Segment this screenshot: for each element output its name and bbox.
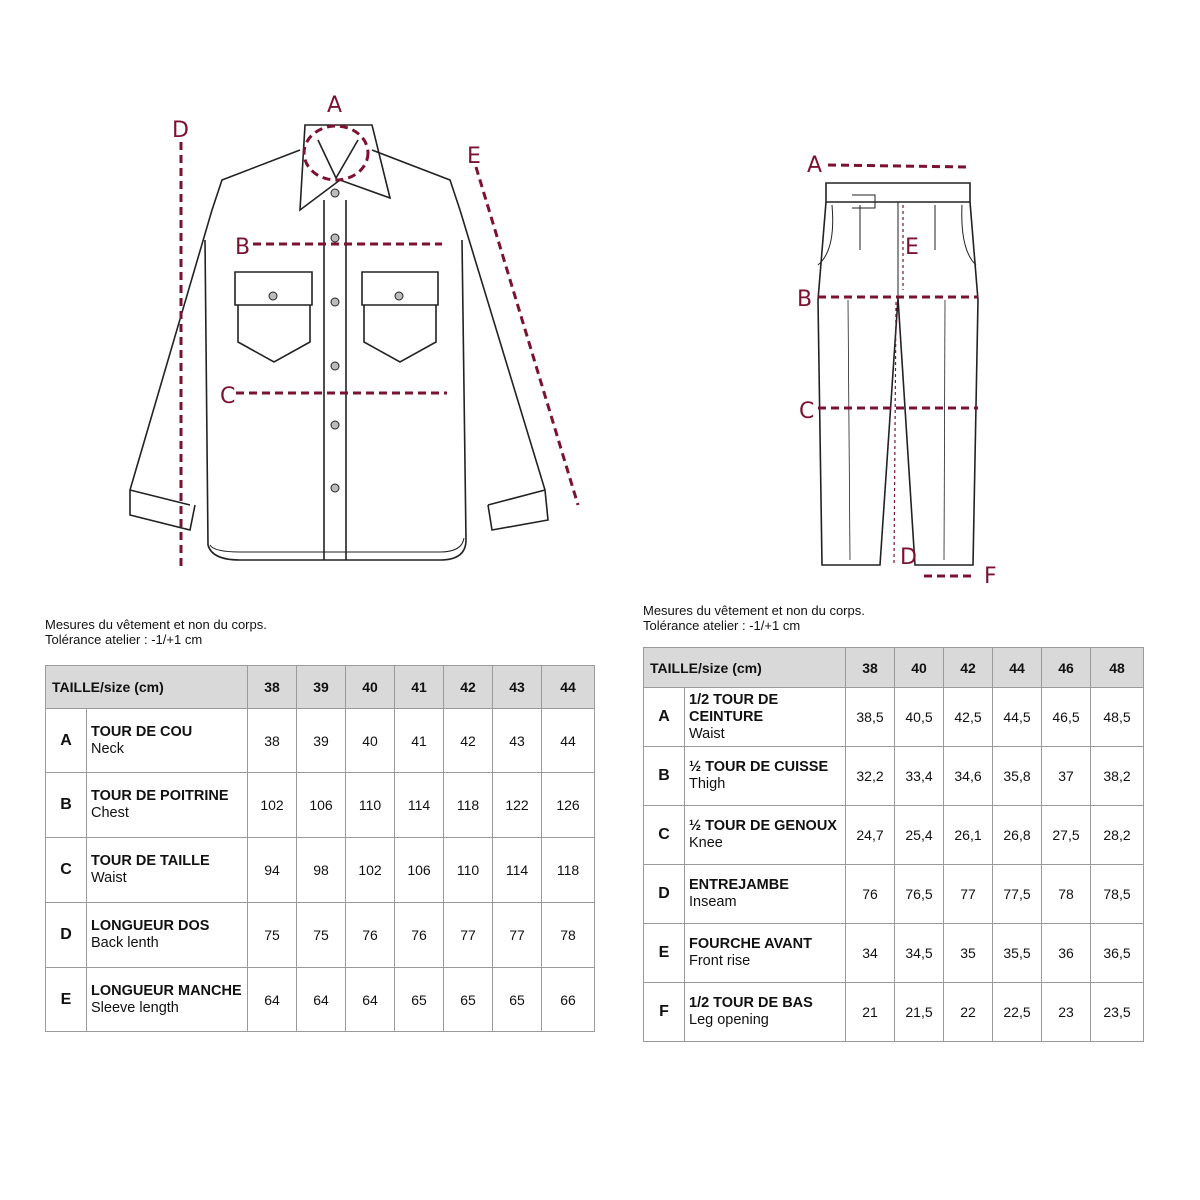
table-row xyxy=(644,688,1144,747)
cell-value: 118 xyxy=(444,773,493,838)
table-row xyxy=(46,709,595,773)
shirt-size-col: 44 xyxy=(542,666,595,709)
cell-value: 26,8 xyxy=(993,806,1042,865)
row-label-en: Inseam xyxy=(689,894,737,910)
shirt-size-col: 41 xyxy=(395,666,444,709)
table-row xyxy=(644,983,1144,1042)
row-letter: B xyxy=(644,747,685,806)
cell-value: 77,5 xyxy=(993,865,1042,924)
shirt-label-d: D xyxy=(172,118,189,143)
cell-value: 77 xyxy=(944,865,993,924)
cell-value: 102 xyxy=(248,773,297,838)
cell-value: 76 xyxy=(346,903,395,968)
row-label xyxy=(685,806,846,865)
cell-value: 65 xyxy=(493,968,542,1032)
table-row xyxy=(644,924,1144,983)
row-label-fr: 1/2 TOUR DE BAS xyxy=(689,995,813,1011)
cell-value: 98 xyxy=(297,838,346,903)
row-label xyxy=(87,903,248,968)
row-label-en: Thigh xyxy=(689,776,726,792)
row-letter: E xyxy=(46,968,87,1032)
pants-note-line1: Mesures du vêtement et non du corps. xyxy=(643,603,865,618)
row-label xyxy=(87,709,248,773)
row-label-en: Knee xyxy=(689,835,723,851)
row-label-en: Leg opening xyxy=(689,1012,769,1028)
shirt-size-table xyxy=(45,665,595,1032)
cell-value: 28,2 xyxy=(1091,806,1144,865)
row-label-fr: TOUR DE POITRINE xyxy=(91,788,229,804)
cell-value: 118 xyxy=(542,838,595,903)
cell-value: 76,5 xyxy=(895,865,944,924)
row-label-en: Back lenth xyxy=(91,935,159,951)
row-letter: F xyxy=(644,983,685,1042)
shirt-drawing xyxy=(130,125,548,560)
row-label-fr: ½ TOUR DE CUISSE xyxy=(689,759,829,775)
cell-value: 66 xyxy=(542,968,595,1032)
pants-size-col: 42 xyxy=(944,648,993,688)
pants-size-col: 38 xyxy=(846,648,895,688)
row-letter: C xyxy=(46,838,87,903)
row-label xyxy=(685,688,846,747)
row-label-fr: FOURCHE AVANT xyxy=(689,936,812,952)
cell-value: 39 xyxy=(297,709,346,773)
pants-label-c: C xyxy=(799,399,815,424)
shirt-label-c: C xyxy=(220,384,236,409)
row-label xyxy=(87,968,248,1032)
cell-value: 78,5 xyxy=(1091,865,1144,924)
shirt-size-col: 43 xyxy=(493,666,542,709)
pants-note xyxy=(643,603,865,633)
shirt-size-col: 42 xyxy=(444,666,493,709)
pants-size-col: 48 xyxy=(1091,648,1144,688)
pants-label-a: A xyxy=(807,153,823,178)
row-label-fr: TOUR DE TAILLE xyxy=(91,853,210,869)
cell-value: 64 xyxy=(248,968,297,1032)
pants-size-col: 40 xyxy=(895,648,944,688)
table-row xyxy=(46,903,595,968)
cell-value: 77 xyxy=(444,903,493,968)
pants-header-title: TAILLE/size (cm) xyxy=(644,648,846,688)
table-row xyxy=(46,838,595,903)
cell-value: 21 xyxy=(846,983,895,1042)
row-label-en: Chest xyxy=(91,805,129,821)
shirt-note-line1: Mesures du vêtement et non du corps. xyxy=(45,617,267,632)
row-letter: E xyxy=(644,924,685,983)
cell-value: 34,6 xyxy=(944,747,993,806)
cell-value: 22,5 xyxy=(993,983,1042,1042)
row-label-en: Sleeve length xyxy=(91,999,179,1016)
shirt-size-col: 39 xyxy=(297,666,346,709)
cell-value: 38,2 xyxy=(1091,747,1144,806)
cell-value: 34,5 xyxy=(895,924,944,983)
cell-value: 22 xyxy=(944,983,993,1042)
cell-value: 23 xyxy=(1042,983,1091,1042)
cell-value: 114 xyxy=(395,773,444,838)
cell-value: 102 xyxy=(346,838,395,903)
pants-label-f: F xyxy=(984,564,997,589)
cell-value: 37 xyxy=(1042,747,1091,806)
row-label-fr: ENTREJAMBE xyxy=(689,877,789,893)
pants-label-b: B xyxy=(797,287,813,312)
cell-value: 94 xyxy=(248,838,297,903)
cell-value: 126 xyxy=(542,773,595,838)
cell-value: 27,5 xyxy=(1042,806,1091,865)
shirt-size-col: 38 xyxy=(248,666,297,709)
cell-value: 42 xyxy=(444,709,493,773)
shirt-measure-labels xyxy=(172,93,481,409)
cell-value: 65 xyxy=(395,968,444,1032)
cell-value: 122 xyxy=(493,773,542,838)
cell-value: 36,5 xyxy=(1091,924,1144,983)
cell-value: 44 xyxy=(542,709,595,773)
cell-value: 110 xyxy=(346,773,395,838)
pants-table-header xyxy=(644,648,1144,688)
pants-size-col: 46 xyxy=(1042,648,1091,688)
row-label-fr: LONGUEUR MANCHE xyxy=(91,982,242,999)
row-label xyxy=(685,924,846,983)
row-label-en: Waist xyxy=(689,725,725,742)
row-letter: A xyxy=(644,688,685,747)
cell-value: 106 xyxy=(395,838,444,903)
table-row xyxy=(644,865,1144,924)
pants-size-table xyxy=(643,647,1144,1042)
pants-size-col: 44 xyxy=(993,648,1042,688)
cell-value: 26,1 xyxy=(944,806,993,865)
shirt-header-title: TAILLE/size (cm) xyxy=(46,666,248,709)
cell-value: 75 xyxy=(248,903,297,968)
cell-value: 78 xyxy=(542,903,595,968)
row-letter: A xyxy=(46,709,87,773)
cell-value: 110 xyxy=(444,838,493,903)
cell-value: 43 xyxy=(493,709,542,773)
row-letter: C xyxy=(644,806,685,865)
shirt-table-header xyxy=(46,666,595,709)
shirt-label-e: E xyxy=(467,144,481,169)
cell-value: 25,4 xyxy=(895,806,944,865)
row-label xyxy=(87,773,248,838)
cell-value: 76 xyxy=(395,903,444,968)
shirt-label-a: A xyxy=(327,93,343,118)
pants-label-e: E xyxy=(905,235,919,260)
cell-value: 106 xyxy=(297,773,346,838)
row-label-en: Waist xyxy=(91,870,127,886)
cell-value: 35,8 xyxy=(993,747,1042,806)
cell-value: 35 xyxy=(944,924,993,983)
cell-value: 23,5 xyxy=(1091,983,1144,1042)
cell-value: 40 xyxy=(346,709,395,773)
cell-value: 24,7 xyxy=(846,806,895,865)
cell-value: 41 xyxy=(395,709,444,773)
row-label xyxy=(685,983,846,1042)
table-row xyxy=(644,806,1144,865)
row-label-fr: ½ TOUR DE GENOUX xyxy=(689,818,837,834)
cell-value: 38,5 xyxy=(846,688,895,747)
cell-value: 46,5 xyxy=(1042,688,1091,747)
cell-value: 78 xyxy=(1042,865,1091,924)
row-label xyxy=(87,838,248,903)
cell-value: 48,5 xyxy=(1091,688,1144,747)
cell-value: 32,2 xyxy=(846,747,895,806)
shirt-buttons xyxy=(269,189,403,492)
table-row xyxy=(46,773,595,838)
shirt-note xyxy=(45,617,267,647)
pants-measure-labels xyxy=(797,153,997,589)
cell-value: 65 xyxy=(444,968,493,1032)
pants-drawing xyxy=(818,183,978,565)
cell-value: 75 xyxy=(297,903,346,968)
cell-value: 44,5 xyxy=(993,688,1042,747)
pants-label-d: D xyxy=(900,545,917,570)
shirt-size-col: 40 xyxy=(346,666,395,709)
cell-value: 35,5 xyxy=(993,924,1042,983)
shirt-measure-lines xyxy=(181,126,578,568)
row-label-en: Front rise xyxy=(689,953,751,969)
row-letter: D xyxy=(644,865,685,924)
row-label-fr: LONGUEUR DOS xyxy=(91,918,210,934)
cell-value: 42,5 xyxy=(944,688,993,747)
cell-value: 77 xyxy=(493,903,542,968)
cell-value: 33,4 xyxy=(895,747,944,806)
cell-value: 64 xyxy=(297,968,346,1032)
row-label xyxy=(685,865,846,924)
row-label-fr: 1/2 TOUR DE CEINTURE xyxy=(689,691,779,725)
row-label xyxy=(685,747,846,806)
row-letter: D xyxy=(46,903,87,968)
cell-value: 38 xyxy=(248,709,297,773)
row-label-en: Neck xyxy=(91,740,125,757)
cell-value: 76 xyxy=(846,865,895,924)
row-letter: B xyxy=(46,773,87,838)
cell-value: 64 xyxy=(346,968,395,1032)
table-row xyxy=(46,968,595,1032)
pants-note-line2: Tolérance atelier : -1/+1 cm xyxy=(643,618,801,633)
cell-value: 21,5 xyxy=(895,983,944,1042)
cell-value: 34 xyxy=(846,924,895,983)
cell-value: 114 xyxy=(493,838,542,903)
shirt-label-b: B xyxy=(235,235,251,260)
table-row xyxy=(644,747,1144,806)
shirt-note-line2: Tolérance atelier : -1/+1 cm xyxy=(45,632,203,647)
cell-value: 36 xyxy=(1042,924,1091,983)
cell-value: 40,5 xyxy=(895,688,944,747)
row-label-fr: TOUR DE COU xyxy=(91,723,193,740)
